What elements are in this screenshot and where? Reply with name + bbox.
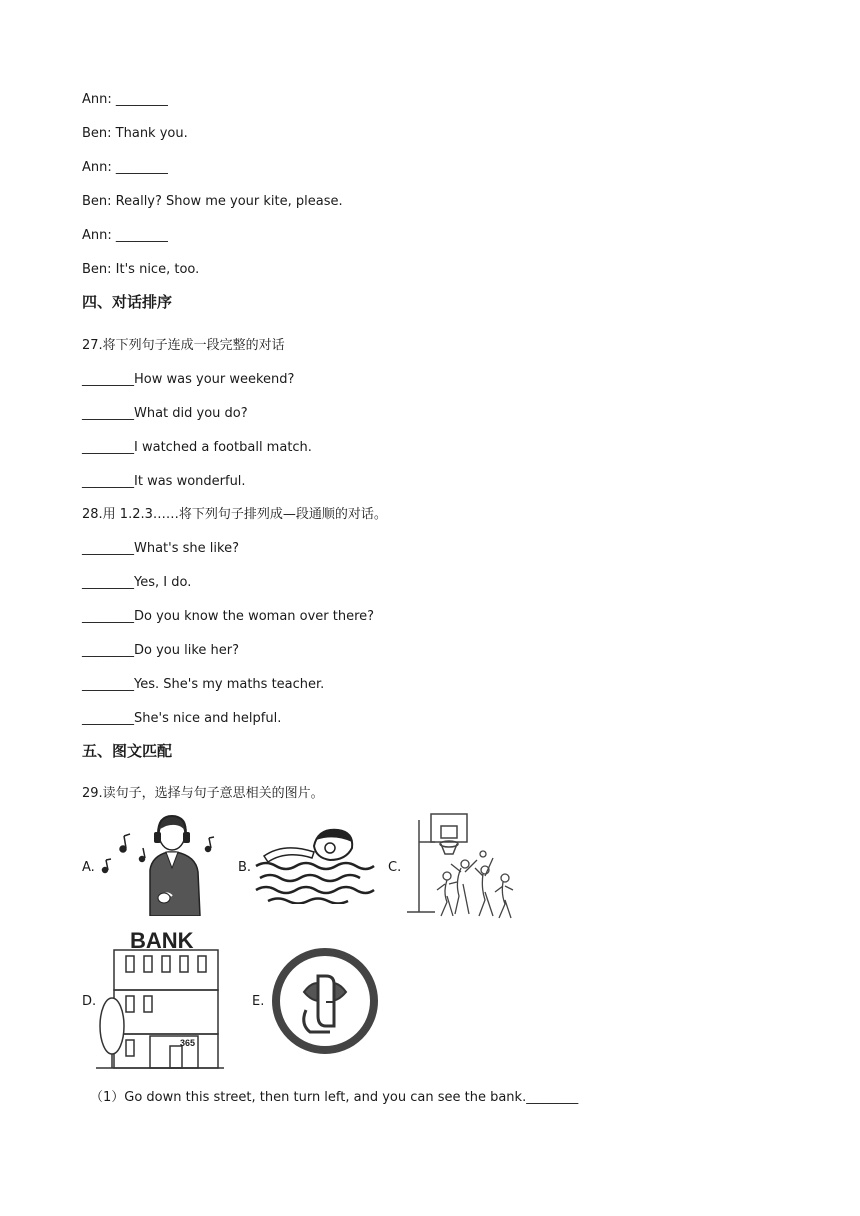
dialogue-line: Ben: It's nice, too.	[82, 262, 200, 277]
sentence-item: ________She's nice and helpful.	[82, 711, 282, 726]
man-listening-to-music-picture	[100, 812, 225, 916]
question-prompt: 29.读句子，选择与句子意思相关的图片。	[82, 786, 324, 801]
section-heading: 五、图文匹配	[82, 742, 173, 760]
sentence-item: ________What did you do?	[82, 406, 248, 421]
basketball-players-picture	[405, 812, 517, 920]
sentence-item: ________Yes, I do.	[82, 575, 192, 590]
swimmer-picture	[254, 826, 376, 904]
sentence-item: ________Yes. She's my maths teacher.	[82, 677, 325, 692]
option-letter: B.	[238, 860, 252, 875]
sentence-item: ________Do you like her?	[82, 643, 240, 658]
dialogue-line: Ben: Really? Show me your kite, please.	[82, 194, 343, 209]
sentence-item: ________It was wonderful.	[82, 474, 246, 489]
dialogue-line: Ann: ________	[82, 160, 168, 175]
quiet-please-sign-picture	[270, 946, 380, 1056]
sentence-item: ________What's she like?	[82, 541, 239, 556]
option-letter: C.	[388, 860, 402, 875]
dialogue-line: Ann: ________	[82, 228, 168, 243]
dialogue-line: Ann: ________	[82, 92, 168, 107]
option-letter: D.	[82, 994, 97, 1009]
sub-question: （1）Go down this street, then turn left, and you can see the bank.________	[90, 1090, 579, 1105]
sentence-item: ________I watched a football match.	[82, 440, 312, 455]
sentence-item: ________How was your weekend?	[82, 372, 295, 387]
section-heading: 四、对话排序	[82, 293, 173, 311]
option-letter: A.	[82, 860, 95, 875]
option-letter: E.	[252, 994, 265, 1009]
dialogue-line: Ben: Thank you.	[82, 126, 188, 141]
bank-sign-text: BANK	[130, 928, 194, 953]
bank-building-picture	[96, 926, 224, 1070]
question-prompt: 28.用 1.2.3……将下列句子排列成—段通顺的对话。	[82, 507, 387, 522]
building-number-text: 365	[180, 1038, 196, 1048]
sentence-item: ________Do you know the woman over there?	[82, 609, 375, 624]
question-prompt: 27.将下列句子连成一段完整的对话	[82, 338, 285, 353]
